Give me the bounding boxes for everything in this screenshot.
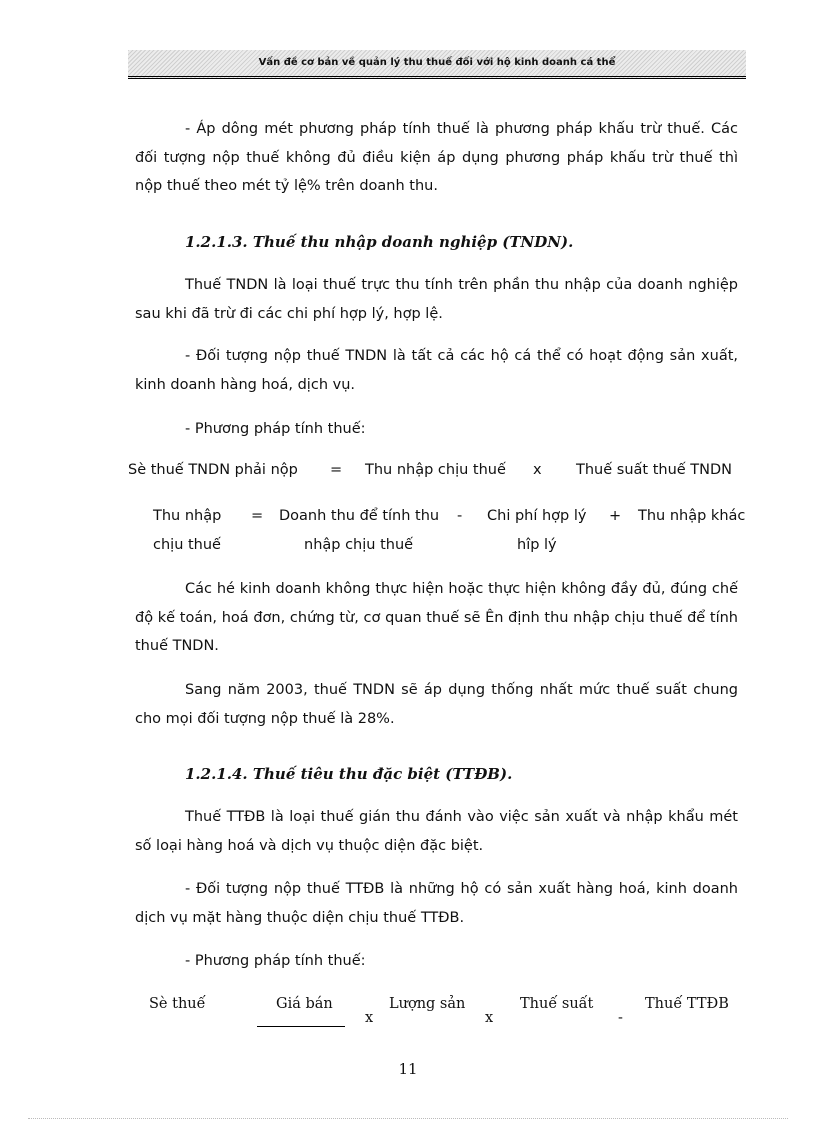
formula2-revenue-line1: Doanh thu để tính thu: [279, 508, 440, 524]
page-number: 11: [398, 1060, 418, 1078]
formula2-costs-line1: Chi phí hợp lý: [487, 508, 587, 524]
paragraph-tndn-rate: Sang năm 2003, thuế TNDN sẽ áp dụng thống nhất mức thuế suất chung cho mọi đối tượng nộp thuế là 28%.: [135, 682, 738, 727]
paragraph-ttdb-method: - Phương pháp tính thuế:: [185, 953, 366, 969]
section-heading-tndn: 1.2.1.3. Thuế thu nhập doanh nghiệp (TNDN).: [185, 233, 574, 251]
formula3-rate: Thuế suất: [520, 996, 594, 1012]
formula1-lhs: Sè thuế TNDN phải nộp: [128, 462, 298, 478]
paragraph-tndn-method: - Phương pháp tính thuế:: [185, 421, 366, 437]
formula3-ttdb-paid: Thuế TTĐB: [645, 996, 729, 1012]
paragraph-ttdb-subjects: - Đối tượng nộp thuế TTĐB là những hộ có sản xuất hàng hoá, kinh doanh dịch vụ mặt hàng thuộc diện chịu thuế TTĐB.: [135, 881, 738, 926]
paragraph-tndn-subjects: - Đối tượng nộp thuế TNDN là tất cả các hộ cá thể có hoạt động sản xuất, kinh doanh hàng hoá, dịch vụ.: [135, 348, 738, 393]
formula3-lhs: Sè thuế: [149, 996, 206, 1012]
page-header: [128, 50, 746, 79]
formula2-equals: =: [251, 508, 264, 524]
paragraph-intro: - Áp dông mét phương pháp tính thuế là phương pháp khấu trừ thuế. Các đối tượng nộp thuế không đủ điều kiện áp dụng phương pháp khấu trừ thuế thì nộp thuế theo mét tỷ lệ% trên doanh thu.: [135, 121, 738, 194]
formula2-lhs-line1: Thu nhập: [153, 508, 222, 524]
formula2-costs-line2: hîp lý: [517, 537, 557, 553]
formula3-quantity: Lượng sản: [389, 996, 466, 1012]
formula1-income: Thu nhập chịu thuế: [365, 462, 506, 478]
formula1-multiply: x: [533, 462, 542, 478]
paragraph-ttdb-definition: Thuế TTĐB là loại thuế gián thu đánh vào việc sản xuất và nhập khẩu mét số loại hàng hoá và dịch vụ thuộc diện đặc biệt.: [135, 809, 738, 854]
formula3-price: Giá bán: [276, 996, 333, 1012]
formula2-plus: +: [609, 508, 622, 524]
formula3-minus: -: [618, 1010, 623, 1026]
paragraph-tndn-assessment: Các hé kinh doanh không thực hiện hoặc thực hiện không đầy đủ, đúng chế độ kế toán, hoá đơn, chứng từ, cơ quan thuế sẽ Ên định thu nhập chịu thuế để tính thuế TNDN.: [135, 581, 738, 654]
formula3-fraction-line: [257, 1026, 345, 1027]
header-title: Vấn đề cơ bản về quản lý thu thuế đối với hộ kinh doanh cá thể: [258, 57, 616, 68]
paragraph-tndn-definition: Thuế TNDN là loại thuế trực thu tính trên phần thu nhập của doanh nghiệp sau khi đã trừ đi các chi phí hợp lý, hợp lệ.: [135, 277, 738, 322]
formula2-minus: -: [457, 508, 463, 524]
section-heading-ttdb: 1.2.1.4. Thuế tiêu thu đặc biệt (TTĐB).: [185, 765, 513, 783]
formula2-revenue-line2: nhập chịu thuế: [304, 537, 414, 553]
formula2-other-income: Thu nhập khác: [638, 508, 746, 524]
formula1-equals: =: [330, 462, 343, 478]
formula3-multiply-1: x: [365, 1010, 374, 1026]
formula1-rate: Thuế suất thuế TNDN: [576, 462, 733, 478]
formula3-multiply-2: x: [485, 1010, 494, 1026]
formula2-lhs-line2: chịu thuế: [153, 537, 221, 553]
footer-divider: [28, 1118, 788, 1119]
